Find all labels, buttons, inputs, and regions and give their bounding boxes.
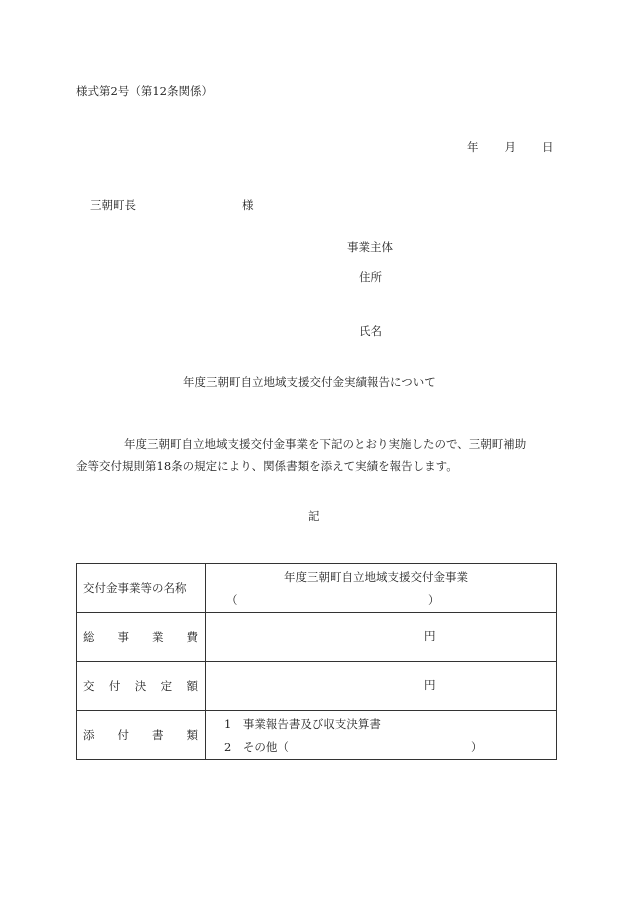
table-row — [77, 711, 557, 760]
decided-amount-label: 交 付 決 定 額 — [83, 679, 198, 693]
project-name-value: 年度三朝町自立地域支援交付金事業 — [284, 570, 468, 584]
paren-open: （ — [226, 593, 238, 607]
total-cost-label-cell — [77, 613, 206, 662]
project-name-label-cell — [77, 564, 206, 613]
attachment-item-2-close: ） — [471, 740, 483, 754]
project-name-label: 交付金事業等の名称 — [83, 581, 187, 595]
ki-mark: 記 — [308, 509, 320, 523]
yen-unit: 円 — [424, 678, 436, 692]
table-row — [77, 564, 557, 613]
project-name-value-cell — [206, 564, 557, 613]
decided-amount-label-cell — [77, 662, 206, 711]
form-number: 様式第2号（第12条関係） — [76, 84, 213, 98]
date-year: 年 — [467, 140, 479, 154]
body-line-1: 年度三朝町自立地域支援交付金事業を下記のとおり実施したので、三朝町補助 — [124, 437, 527, 451]
total-cost-value-cell — [206, 613, 557, 662]
body-line-2: 金等交付規則第18条の規定により、関係書類を添えて実績を報告します。 — [76, 459, 458, 473]
attachment-item-2: 2 その他（ — [224, 740, 289, 754]
paren-close: ） — [428, 593, 440, 607]
yen-unit: 円 — [424, 629, 436, 643]
name-label: 氏名 — [359, 324, 382, 338]
honorific: 様 — [242, 198, 254, 212]
decided-amount-value-cell — [206, 662, 557, 711]
attachment-item-1: 1 事業報告書及び収支決算書 — [224, 717, 381, 731]
total-cost-label: 総 事 業 費 — [83, 630, 198, 644]
body-text — [76, 433, 556, 477]
date-day: 日 — [542, 140, 554, 154]
attachments-value-cell — [206, 711, 557, 760]
attachments-label-cell — [77, 711, 206, 760]
address-label: 住所 — [359, 270, 382, 284]
organization-label: 事業主体 — [347, 240, 393, 254]
table-row — [77, 662, 557, 711]
table-row — [77, 613, 557, 662]
date-month: 月 — [504, 140, 516, 154]
attachments-label: 添 付 書 類 — [83, 728, 198, 742]
addressee: 三朝町長 — [90, 198, 136, 212]
document-title: 年度三朝町自立地域支援交付金実績報告について — [183, 375, 436, 389]
report-table — [76, 563, 557, 760]
date-line — [467, 142, 554, 154]
